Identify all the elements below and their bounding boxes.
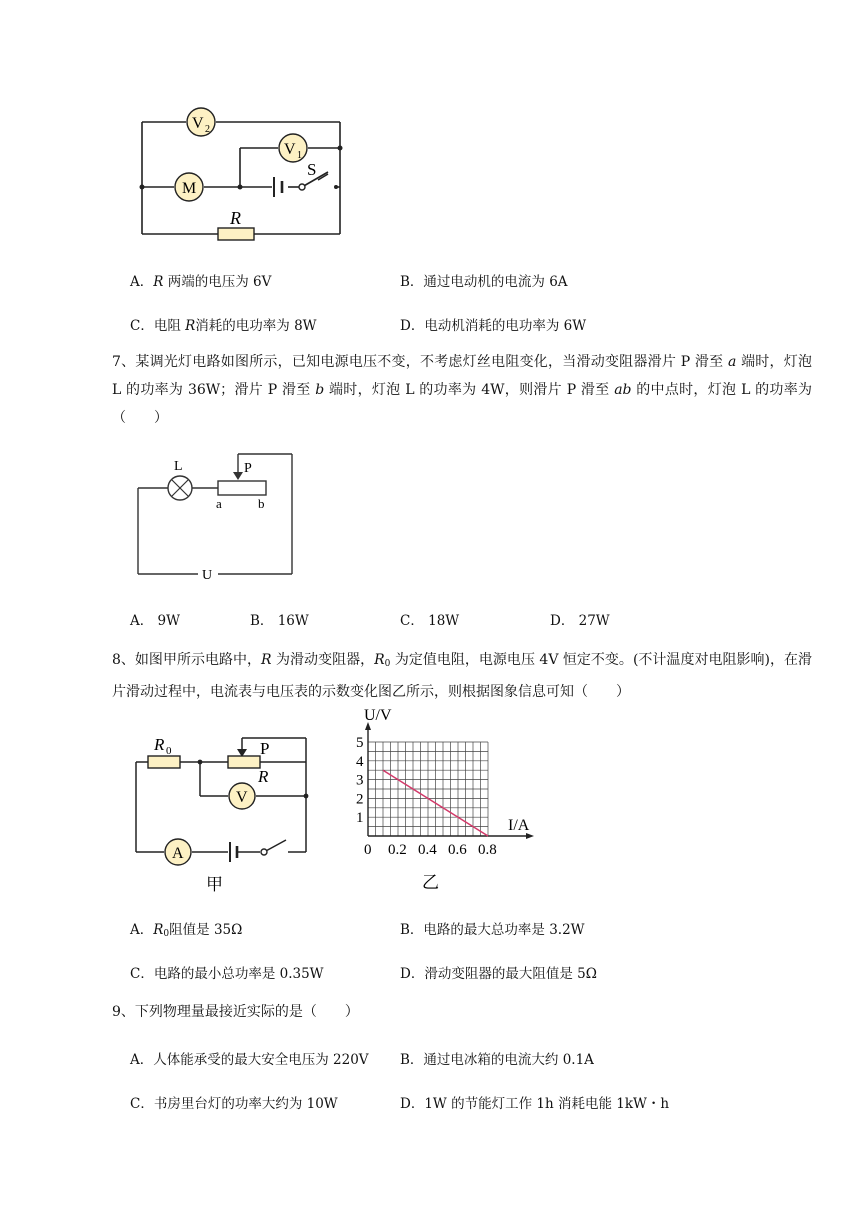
- caption-jia: 甲: [206, 875, 223, 894]
- q9-option-a[interactable]: A．人体能承受的最大安全电压为 220V: [130, 1052, 369, 1068]
- caption-yi: 乙: [422, 873, 439, 892]
- resistor-label: R: [230, 208, 241, 228]
- stem-text: 端时，灯泡 L 的功率为 4W，则滑片 P 滑至: [324, 382, 615, 398]
- q7-option-a[interactable]: A． 9W: [130, 613, 181, 629]
- slider-label: P: [244, 461, 252, 476]
- x-tick-label: 0.2: [388, 842, 407, 858]
- q6-option-c[interactable]: [130, 314, 317, 334]
- end-b-label: b: [258, 496, 265, 511]
- var-ab: ab: [614, 382, 632, 398]
- x-tick-label: 0.4: [418, 842, 437, 858]
- q7-option-d[interactable]: D． 27W: [550, 613, 610, 629]
- q9-option-c[interactable]: C．书房里台灯的功率大约为 10W: [130, 1096, 338, 1112]
- q6-circuit-diagram: [128, 100, 358, 250]
- x-tick-label: 0: [364, 842, 372, 858]
- option-text: 两端的电压为 6V: [163, 274, 272, 290]
- voltmeter-label: V: [236, 789, 248, 806]
- q7-option-c[interactable]: C． 18W: [400, 613, 460, 629]
- lamp-label: L: [174, 459, 183, 474]
- q8-option-d[interactable]: D．滑动变阻器的最大阻值是 5Ω: [400, 966, 597, 982]
- var-r0-sub: 0: [163, 929, 170, 939]
- stem-text: 为滑动变阻器，: [271, 652, 375, 668]
- q7-option-b[interactable]: B． 16W: [250, 613, 309, 629]
- option-text: 阻值是 35Ω: [169, 922, 243, 938]
- q9-option-d[interactable]: D．1W 的节能灯工作 1h 消耗电能 1kW・h: [400, 1096, 670, 1112]
- stem-text: 端时，灯泡 L 的功率为 36W；滑片 P 滑至: [112, 354, 812, 398]
- x-tick-label: 0.8: [478, 842, 497, 858]
- stem-text: 7、某调光灯电路如图所示，已知电源电压不变，不考虑灯丝电阻变化，当滑动变阻器滑片 P 滑至: [112, 354, 729, 370]
- x-tick-label: 0.6: [448, 842, 467, 858]
- option-letter: A．: [130, 274, 154, 290]
- q8-circuit-jia: [128, 728, 318, 896]
- slider-label: P: [260, 739, 270, 758]
- q8-stem: [112, 646, 812, 706]
- v1-label: V: [284, 141, 296, 158]
- y-tick-label: 2: [356, 791, 364, 808]
- q7-circuit-diagram: [128, 448, 308, 588]
- motor-label: M: [182, 180, 197, 197]
- v1-sub: 1: [297, 150, 302, 161]
- stem-text: 8、如图甲所示电路中，: [112, 652, 262, 668]
- q9-option-b[interactable]: B．通过电冰箱的电流大约 0.1A: [400, 1052, 594, 1068]
- end-a-label: a: [216, 496, 222, 511]
- y-tick-label: 4: [356, 753, 364, 770]
- x-axis-label: I/A: [508, 817, 530, 834]
- y-tick-label: 3: [356, 772, 364, 789]
- v2-sub: 2: [205, 124, 210, 135]
- q7-stem: [112, 348, 812, 432]
- var-a: a: [728, 354, 737, 370]
- q6-option-d[interactable]: D．电动机消耗的电功率为 6W: [400, 318, 587, 334]
- rheostat-label: R: [258, 767, 269, 786]
- stem-text: 为定值电阻，电源电压 4V 恒定不变。(不计温度对电阻影响)，在滑片滑动过程中，电流表与电压表的示数变化图乙所示，则根据图象信息可知（ ）: [112, 652, 812, 700]
- q9-stem: 9、下列物理量最接近实际的是（ ）: [112, 1004, 359, 1020]
- option-text: 消耗的电功率为 8W: [195, 318, 317, 334]
- v2-label: V: [192, 115, 204, 132]
- q6-option-a[interactable]: [130, 270, 271, 290]
- var-b: b: [315, 382, 325, 398]
- r0-sub: 0: [166, 745, 172, 757]
- option-text: C．电阻: [130, 318, 186, 334]
- var-r: R: [261, 652, 272, 668]
- q6-option-b[interactable]: B．通过电动机的电流为 6A: [400, 274, 568, 290]
- option-letter: A．: [130, 922, 154, 938]
- y-tick-label: 5: [356, 735, 364, 751]
- r0-label: R: [154, 735, 165, 754]
- ammeter-label: A: [172, 845, 184, 862]
- source-label: U: [202, 568, 213, 583]
- q8-option-b[interactable]: B．电路的最大总功率是 3.2W: [400, 922, 585, 938]
- var-r0: R: [374, 652, 385, 668]
- q8-graph-yi: [340, 707, 540, 896]
- var-r0: R: [153, 922, 164, 938]
- var-r: R: [185, 318, 196, 334]
- q8-option-a[interactable]: [130, 918, 242, 939]
- var-r: R: [153, 274, 164, 290]
- var-r0-sub: 0: [384, 659, 391, 669]
- graph-grid: [368, 742, 488, 836]
- y-tick-label: 1: [356, 810, 364, 827]
- stem-text: 的中点时，灯泡 L 的功率为（ ）: [112, 382, 812, 426]
- switch-label: S: [307, 160, 317, 179]
- y-axis-label: U/V: [364, 707, 392, 724]
- q8-option-c[interactable]: C．电路的最小总功率是 0.35W: [130, 966, 324, 982]
